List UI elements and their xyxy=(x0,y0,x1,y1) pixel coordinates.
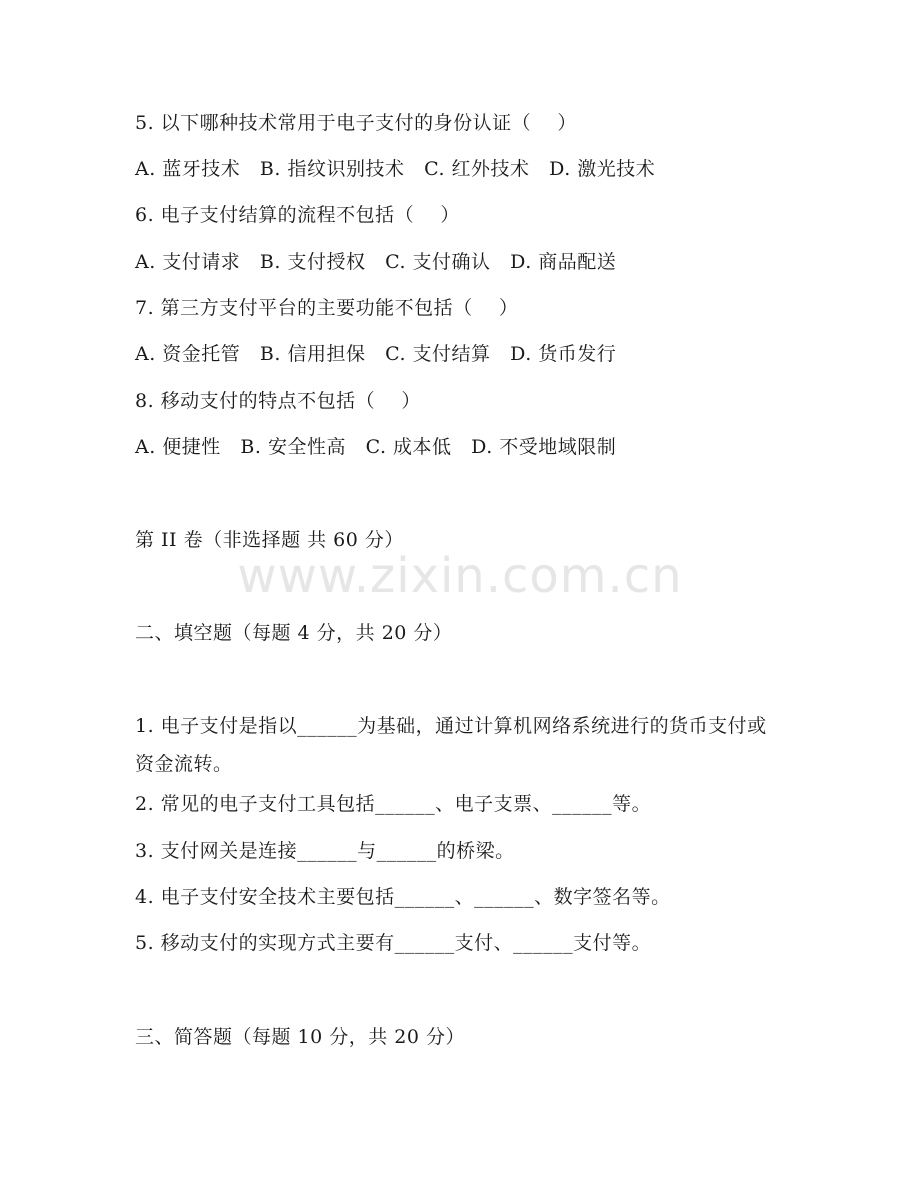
fill-question-5: 5. 移动支付的实现方式主要有______支付、______支付等。 xyxy=(135,932,652,954)
short-answer-heading: 三、简答题（每题 10 分，共 20 分） xyxy=(135,1026,466,1048)
fill-question-2: 2. 常见的电子支付工具包括______、电子支票、______等。 xyxy=(135,793,652,815)
fill-question-3: 3. 支付网关是连接______与______的桥梁。 xyxy=(135,840,515,862)
question-5-options: A. 蓝牙技术 B. 指纹识别技术 C. 红外技术 D. 激光技术 xyxy=(135,158,656,180)
question-8-options: A. 便捷性 B. 安全性高 C. 成本低 D. 不受地域限制 xyxy=(135,436,617,458)
question-5: 5. 以下哪种技术常用于电子支付的身份认证（ ） xyxy=(135,112,577,134)
fill-question-4: 4. 电子支付安全技术主要包括______、______、数字签名等。 xyxy=(135,886,671,908)
question-8: 8. 移动支付的特点不包括（ ） xyxy=(135,390,421,412)
question-6: 6. 电子支付结算的流程不包括（ ） xyxy=(135,204,460,226)
fill-in-heading: 二、填空题（每题 4 分，共 20 分） xyxy=(135,622,453,644)
question-7: 7. 第三方支付平台的主要功能不包括（ ） xyxy=(135,297,519,319)
question-6-options: A. 支付请求 B. 支付授权 C. 支付确认 D. 商品配送 xyxy=(135,251,617,273)
watermark: www.zixin.com.cn xyxy=(237,548,683,604)
question-7-options: A. 资金托管 B. 信用担保 C. 支付结算 D. 货币发行 xyxy=(135,343,617,365)
fill-question-1: 1. 电子支付是指以______为基础，通过计算机网络系统进行的货币支付或资金流转。 xyxy=(135,715,767,775)
part-2-title: 第 II 卷（非选择题 共 60 分） xyxy=(135,529,404,551)
